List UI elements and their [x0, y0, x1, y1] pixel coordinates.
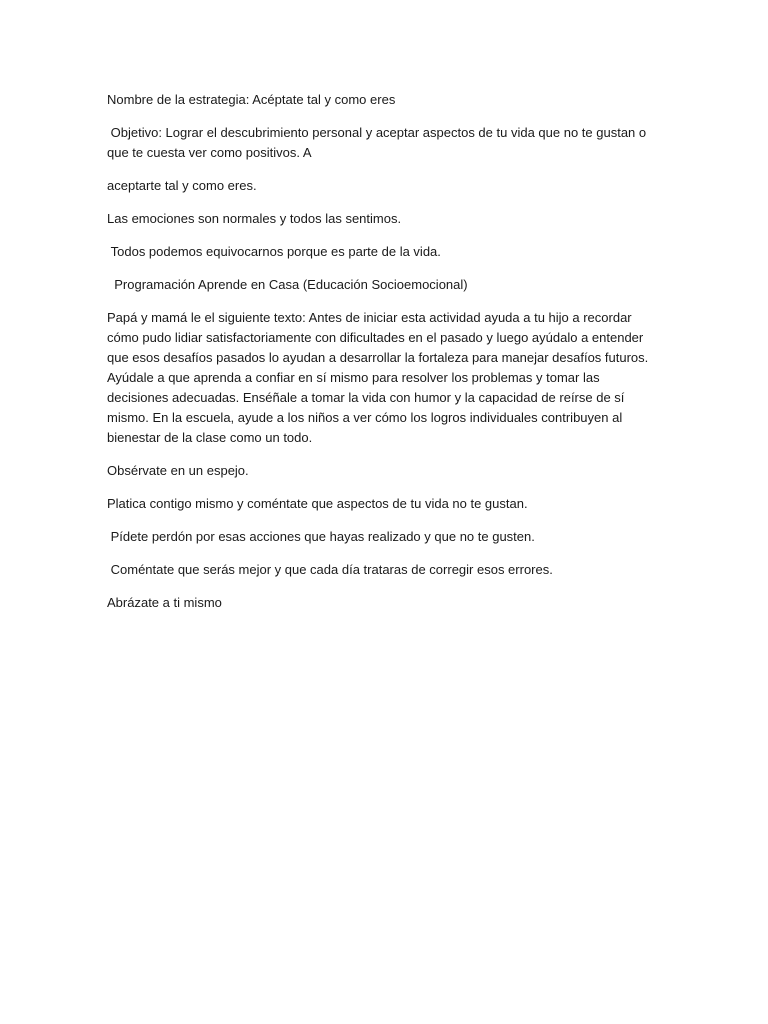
emotions-line: Las emociones son normales y todos las sentimos.	[107, 211, 402, 226]
improve-step: Coméntate que serás mejor y que cada día trataras de corregir esos errores.	[107, 562, 553, 577]
acceptance-line: aceptarte tal y como eres.	[107, 178, 257, 193]
forgive-step: Pídete perdón por esas acciones que hayas realizado y que no te gusten.	[107, 529, 535, 544]
talk-step: Platica contigo mismo y coméntate que aspectos de tu vida no te gustan.	[107, 496, 528, 511]
objective-paragraph: Objetivo: Lograr el descubrimiento personal y aceptar aspectos de tu vida que no te gustan o que te cuesta ver como positivos. A	[107, 125, 650, 160]
document-body	[107, 90, 663, 626]
hug-step: Abrázate a ti mismo	[107, 595, 222, 610]
strategy-title: Nombre de la estrategia: Acéptate tal y como eres	[107, 92, 396, 107]
mistakes-line: Todos podemos equivocarnos porque es parte de la vida.	[107, 244, 441, 259]
mirror-step: Obsérvate en un espejo.	[107, 463, 249, 478]
program-line: Programación Aprende en Casa (Educación Socioemocional)	[107, 277, 468, 292]
parents-paragraph: Papá y mamá le el siguiente texto: Antes de iniciar esta actividad ayuda a tu hijo a recordar cómo pudo lidiar satisfactoriamente con dificultades en el pasado y luego ayúdalo a entender que esos desafíos pasados lo ayudan a desarrollar la fortaleza para manejar desafíos futuros. Ayúdale a que aprenda a confiar en sí mismo para resolver los problemas y tomar las decisiones adecuadas. Enséñale a tomar la vida con humor y la capacidad de reírse de sí mismo. En la escuela, ayude a los niños a ver cómo los logros individuales contribuyen al bienestar de la clase como un todo.	[107, 310, 652, 445]
